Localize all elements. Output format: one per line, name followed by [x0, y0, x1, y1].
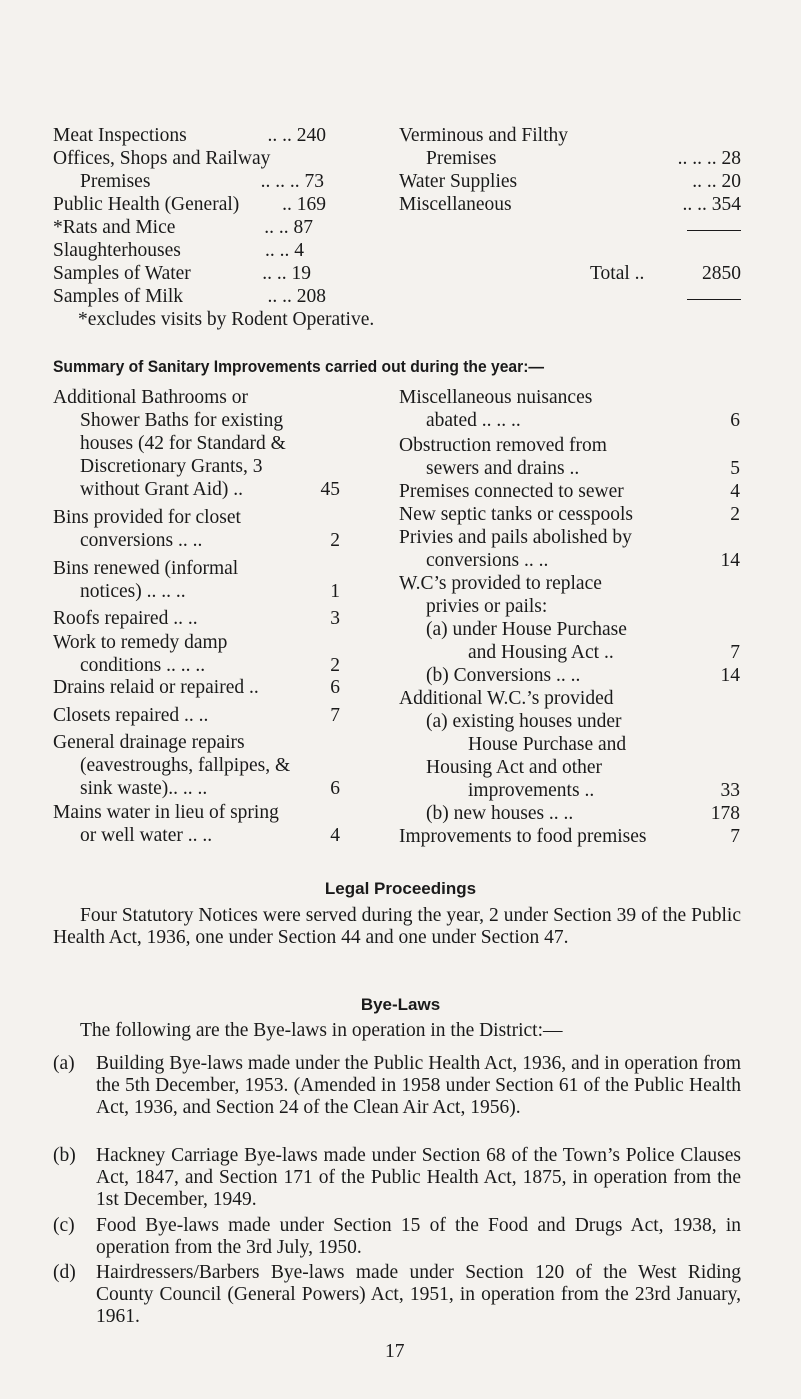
summary-item-line: sewers and drains .. — [426, 458, 580, 479]
summary-item-line: Work to remedy damp — [53, 632, 228, 653]
byelaws-heading: Bye-Laws — [360, 995, 441, 1014]
leader-dots: .. .. — [682, 194, 707, 215]
summary-item-line: improvements .. — [468, 780, 595, 801]
byelaw-label: (a) — [53, 1053, 75, 1074]
summary-item-value: 2 — [330, 530, 340, 551]
summary-item-value: 7 — [730, 642, 740, 663]
inspection-value: 28 — [721, 148, 741, 169]
byelaw-text: Hackney Carriage Bye-laws made under Section 68 of the Town’s Police Clauses Act, 1847, and Section 171 of the Public Health Act, 1875, in operation from the 1st December, 1949. — [96, 1145, 741, 1210]
summary-item-line: General drainage repairs — [53, 732, 245, 753]
inspection-label: Premises — [80, 171, 151, 192]
summary-item-line: (b) new houses .. .. — [426, 803, 574, 824]
summary-item-line: without Grant Aid) .. — [80, 479, 244, 500]
inspection-label: Samples of Water — [53, 263, 191, 284]
summary-item-value: 45 — [320, 479, 340, 500]
summary-item-value: 6 — [330, 677, 340, 698]
total-rule-top — [687, 230, 741, 231]
summary-item-line: New septic tanks or cesspools — [399, 504, 633, 525]
summary-item-line: Shower Baths for existing — [80, 410, 284, 431]
summary-item-value: 3 — [330, 608, 340, 629]
summary-item-line: (a) under House Purchase — [426, 619, 627, 640]
summary-item-line: or well water .. .. — [80, 825, 213, 846]
inspection-row — [53, 239, 304, 263]
summary-item-line: sink waste).. .. .. — [80, 778, 208, 799]
summary-item-value: 2 — [330, 655, 340, 676]
byelaw-label: (b) — [53, 1145, 76, 1166]
summary-item-line: Miscellaneous nuisances — [399, 387, 593, 408]
byelaw-text: Hairdressers/Barbers Bye-laws made under Section 120 of the West Riding County Council (General Powers) Act, 1951, in operation from the 23rd January, 1961. — [96, 1262, 741, 1327]
page-number: 17 — [385, 1341, 405, 1362]
legal-heading: Legal Proceedings — [324, 879, 477, 898]
summary-item-value: 6 — [330, 778, 340, 799]
footnote: *excludes visits by Rodent Operative. — [78, 309, 375, 330]
summary-item-line: Roofs repaired .. .. — [53, 608, 198, 629]
summary-item-value: 6 — [730, 410, 740, 431]
leader-dots: .. .. — [692, 171, 717, 192]
summary-item-line: houses (42 for Standard & — [80, 433, 286, 454]
inspection-label: Water Supplies — [399, 171, 518, 192]
summary-item-line: Additional Bathrooms or — [53, 387, 248, 408]
summary-item-value: 5 — [730, 458, 740, 479]
byelaw-label: (d) — [53, 1262, 76, 1283]
leader-dots: .. — [282, 194, 292, 215]
inspection-label: Meat Inspections — [53, 125, 187, 146]
inspection-row — [53, 285, 326, 309]
leader-dots: .. .. — [267, 125, 292, 146]
inspection-value: 354 — [711, 194, 741, 215]
summary-item-line: Premises connected to sewer — [399, 481, 624, 502]
summary-item-line: Privies and pails abolished by — [399, 527, 632, 548]
summary-item-line: Mains water in lieu of spring — [53, 802, 279, 823]
inspection-label: Premises — [426, 148, 497, 169]
inspection-value: 73 — [304, 171, 324, 192]
summary-item-line: (a) existing houses under — [426, 711, 622, 732]
summary-item-line: (eavestroughs, fallpipes, & — [80, 755, 291, 776]
summary-item-line: abated .. .. .. — [426, 410, 521, 431]
leader-dots: .. .. — [265, 240, 290, 261]
summary-item-line: privies or pails: — [426, 596, 548, 617]
byelaw-text: Building Bye-laws made under the Public Health Act, 1936, and in operation from the 5th December, 1953. (Amended in 1958 under Section 61 of the Public Health Act, 1936, and Section 24 of the Clean Air Act, 1956). — [96, 1053, 741, 1118]
leader-dots: .. .. — [267, 286, 292, 307]
summary-item-line: conditions .. .. .. — [80, 655, 206, 676]
summary-item-value: 7 — [730, 826, 740, 847]
byelaw-label: (c) — [53, 1215, 75, 1236]
inspection-row — [426, 147, 741, 171]
inspection-value: 19 — [291, 263, 311, 284]
inspection-label: *Rats and Mice — [53, 217, 176, 238]
summary-item-line: Improvements to food premises — [399, 826, 647, 847]
inspection-value: 4 — [294, 240, 304, 261]
summary-item-line: Drains relaid or repaired .. — [53, 677, 259, 698]
summary-item-line: conversions .. .. — [80, 530, 203, 551]
summary-item-line: Bins renewed (informal — [53, 558, 239, 579]
byelaw-text: Food Bye-laws made under Section 15 of the Food and Drugs Act, 1938, in operation from the 3rd July, 1950. — [96, 1215, 741, 1258]
inspection-value: 20 — [721, 171, 741, 192]
inspection-label: Public Health (General) — [53, 194, 240, 215]
summary-item-line: Obstruction removed from — [399, 435, 607, 456]
summary-item-line: notices) .. .. .. — [80, 581, 186, 602]
leader-dots: .. .. — [262, 263, 287, 284]
inspection-label: Verminous and Filthy — [399, 125, 568, 146]
summary-item-value: 1 — [330, 581, 340, 602]
inspection-row — [53, 193, 326, 217]
summary-item-value: 14 — [720, 550, 740, 571]
leader-dots: .. .. .. — [260, 171, 300, 192]
summary-item-line: conversions .. .. — [426, 550, 549, 571]
summary-item-value: 4 — [730, 481, 740, 502]
summary-item-value: 2 — [730, 504, 740, 525]
summary-item-line: House Purchase and — [468, 734, 627, 755]
summary-item-value: 4 — [330, 825, 340, 846]
inspection-label: Slaughterhouses — [53, 240, 181, 261]
inspection-value: 87 — [293, 217, 313, 238]
inspection-value: 240 — [296, 125, 326, 146]
byelaws-intro: The following are the Bye-laws in operation in the District:— — [80, 1020, 563, 1041]
inspection-value: 208 — [296, 286, 326, 307]
inspection-label: Miscellaneous — [399, 194, 512, 215]
summary-item-line: Housing Act and other — [426, 757, 603, 778]
legal-text: Four Statutory Notices were served during the year, 2 under Section 39 of the Public Health Act, 1936, one under Section 44 and one under Section 47. — [53, 905, 741, 948]
summary-item-value: 14 — [720, 665, 740, 686]
leader-dots: .. .. — [264, 217, 289, 238]
summary-item-line: Discretionary Grants, 3 — [80, 456, 263, 477]
summary-item-line: Closets repaired .. .. — [53, 705, 209, 726]
inspection-row — [399, 193, 741, 217]
leader-dots: .. .. .. — [677, 148, 717, 169]
summary-item-value: 33 — [720, 780, 740, 801]
inspection-row — [53, 216, 313, 240]
total-value: 2850 — [702, 263, 741, 284]
summary-item-line: Additional W.C.’s provided — [399, 688, 614, 709]
summary-item-line: Bins provided for closet — [53, 507, 241, 528]
inspection-value: 169 — [296, 194, 326, 215]
inspection-row — [399, 170, 741, 194]
summary-item-line: and Housing Act .. — [468, 642, 614, 663]
summary-item-value: 178 — [710, 803, 740, 824]
inspection-row — [80, 170, 324, 194]
summary-heading: Summary of Sanitary Improvements carried out during the year:— — [53, 357, 545, 376]
inspection-label: Offices, Shops and Railway — [53, 148, 271, 169]
inspection-row — [53, 124, 326, 148]
total-label: Total .. — [590, 263, 645, 284]
summary-item-line: W.C’s provided to replace — [399, 573, 602, 594]
summary-item-line: (b) Conversions .. .. — [426, 665, 581, 686]
inspection-label: Samples of Milk — [53, 286, 183, 307]
summary-item-value: 7 — [330, 705, 340, 726]
inspection-row — [53, 262, 311, 286]
total-rule-bottom — [687, 299, 741, 300]
